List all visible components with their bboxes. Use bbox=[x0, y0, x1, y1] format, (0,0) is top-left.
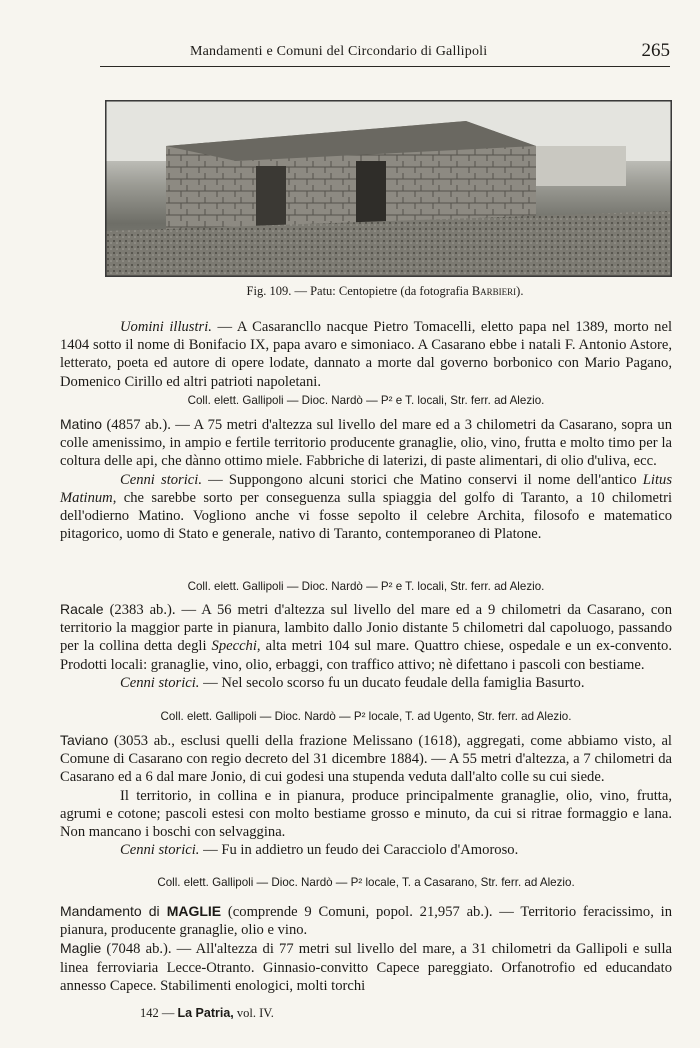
figure-caption bbox=[100, 284, 670, 299]
page-number: 265 bbox=[641, 40, 670, 61]
racale-text-a: (2383 ab.). — A 56 metri d'altezza sul livello del mare ed a 9 chilometri da Casarano, con territorio la maggior parte in pianura, lambito dallo Jonio distante 5 chilometri dal capoluogo, passando per la collina detta degli bbox=[60, 602, 672, 655]
paragraph-uomini-illustri bbox=[60, 318, 672, 391]
racale-name: Racale bbox=[60, 601, 104, 617]
note-racale: Coll. elett. Gallipoli — Dioc. Nardò — P² locale, T. ad Ugento, Str. ferr. ad Alezio. bbox=[160, 710, 572, 723]
racale-text-b: , alta metri 104 sul mare. Quattro chiese, ospedale e un ex-convento. Prodotti locali: granaglie, vino, olio, erbaggi, con traffico attivo; nè difettano i pascoli con bestiame. bbox=[60, 638, 672, 673]
paragraph-mandamento-maglie bbox=[60, 902, 672, 995]
page-footer bbox=[140, 1006, 274, 1021]
taviano-text: (3053 ab., esclusi quelli della frazione Melissano (1618), aggregati, come abbiamo visto, al Comune di Casarano con regio decreto del 31 dicembre 1884). — A 55 metri d'altezza, a 7 chilometri da Casarano ed a 6 dal mare Jonio, di cui godesi una stupenda veduta dall'alto colle su cui siede. bbox=[60, 733, 672, 786]
note-matino: Coll. elett. Gallipoli — Dioc. Nardò — P² e T. locali, Str. ferr. ad Alezio. bbox=[187, 580, 545, 593]
taviano-name: Taviano bbox=[60, 732, 109, 748]
maglie-name: Maglie bbox=[60, 940, 102, 957]
racale-cenni-text: — Nel secolo scorso fu un ducato feudale della famiglia Basurto. bbox=[199, 674, 585, 691]
racale-cenni-label: Cenni storici. bbox=[120, 674, 200, 691]
megalith-illustration bbox=[106, 101, 671, 276]
caption-text: Fig. 109. — Patu: Centopietre (da fotografia bbox=[246, 284, 472, 298]
running-title: Mandamenti e Comuni del Circondario di Gallipoli bbox=[190, 44, 488, 59]
matino-text: (4857 ab.). — A 75 metri d'altezza sul livello del mare ed a 3 chilometri da Casarano, sopra un colle amenissimo, in ampio e fertile territorio producente granaglie, olio, vino, frutta e molto timo per la coltura delle api, che dànno ottimo miele. Fabbriche di laterizi, di paste alimentari, di olio d'uliva, ecc. bbox=[60, 417, 672, 470]
mandamento-text: (comprende 9 Comuni, popol. 21,957 ab.). — Territorio feracissimo, in pianura, producente granaglie, olio e vino. bbox=[60, 904, 672, 939]
uomini-text: — A Casarancllo nacque Pietro Tomacelli, eletto papa nel 1389, morto nel 1404 sotto il nome di Bonifacio IX, papa avaro e simoniaco. A Casarano ebbe i natali F. Antonio Astore, letterato, poeta ed autore di opere lodate, dannato a morte dal governo borbonico con Mario Pagano, Domenico Cirillo ed altri patrioti napoletani. bbox=[60, 319, 672, 390]
caption-end: ). bbox=[516, 284, 524, 298]
matino-litus: Litus Matinum bbox=[60, 471, 672, 506]
mandamento-name: MAGLIE bbox=[166, 903, 222, 919]
mandamento-prefix: Mandamento di bbox=[60, 903, 167, 919]
footer-signature: 142 — bbox=[140, 1006, 178, 1020]
paragraph-matino bbox=[60, 415, 672, 543]
uomini-label: Uomini illustri. bbox=[120, 319, 212, 335]
maglie-text: (7048 ab.). — All'altezza di 77 metri sul livello del mare, a 31 chilometri da Gallipoli e sulla linea ferroviaria Lecce-Otranto. Ginnasio-convitto Capece pareggiato. Orfanotrofio ed educandato annesso Capece. Stabilimenti enologici, molti torchi bbox=[60, 941, 672, 994]
paragraph-taviano bbox=[60, 731, 672, 859]
caption-credit: Barbieri bbox=[471, 284, 517, 298]
racale-specchi: Specchi bbox=[211, 638, 257, 655]
taviano-cenni-label: Cenni storici. bbox=[120, 842, 200, 859]
photo-centopietre bbox=[105, 100, 672, 277]
taviano-cenni-text: — Fu in addietro un feudo dei Caracciolo d'Amoroso. bbox=[199, 842, 519, 859]
matino-cenni-a: — Suppongono alcuni storici che Matino conservi il nome dell'antico bbox=[201, 471, 643, 488]
note-casarano: Coll. elett. Gallipoli — Dioc. Nardò — P² e T. locali, Str. ferr. ad Alezio. bbox=[187, 394, 545, 407]
matino-cenni-b: , che sarebbe sorto per conseguenza sulla spiaggia del golfo di Taranto, a 10 chilometri dell'odierno Matino. Vogliono anche vi fosse sepolto il celebre Archita, filosofo e matematico pitagorico, uomo di Stato e generale, nativo di Taranto, contemporaneo di Platone. bbox=[60, 489, 672, 543]
footer-volume: vol. IV. bbox=[233, 1006, 274, 1020]
matino-cenni-label: Cenni storici. bbox=[120, 471, 202, 488]
paragraph-racale bbox=[60, 600, 672, 692]
matino-name: Matino bbox=[60, 416, 103, 432]
running-header bbox=[100, 42, 670, 67]
taviano-territorio: Il territorio, in collina e in pianura, produce principalmente granaglie, olio, vino, frutta, agrumi e cotone; pascoli estesi con molto bestiame grosso e minuto, da cui si ritrae formaggio e lana. Non mancano i boschi con selvaggina. bbox=[60, 787, 672, 841]
note-taviano: Coll. elett. Gallipoli — Dioc. Nardò — P² locale, T. a Casarano, Str. ferr. ad Alezio. bbox=[157, 876, 575, 889]
footer-publication: La Patria, bbox=[177, 1006, 234, 1020]
